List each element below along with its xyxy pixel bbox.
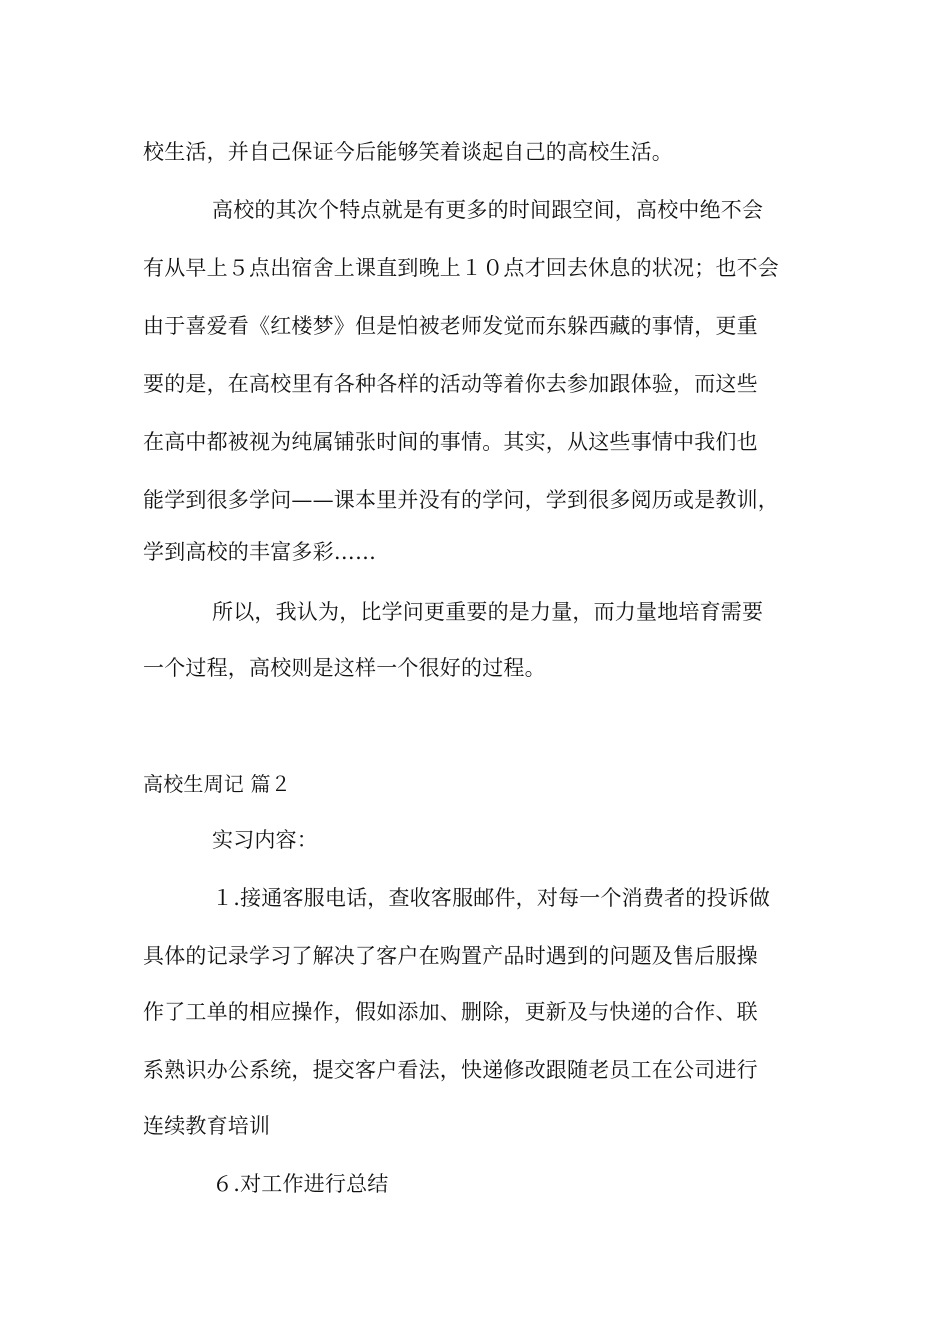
text-line: 学到高校的丰富多彩…… [143, 540, 377, 564]
text-line: 由于喜爱看《红楼梦》但是怕被老师发觉而东躲西藏的事情，更重 [143, 314, 758, 338]
text-line: 能学到很多学问——课本里并没有的学问，学到很多阅历或是教训， [143, 488, 779, 512]
text-line: 在高中都被视为纯属铺张时间的事情。其实，从这些事情中我们也 [143, 430, 758, 454]
text-line: 校生活，并自己保证今后能够笑着谈起自己的高校生活。 [143, 140, 673, 164]
text-line: 具体的记录学习了解决了客户在购置产品时遇到的问题及售后服操 [143, 944, 758, 968]
list-item-line: ６.对工作进行总结 [212, 1172, 389, 1196]
text-line: 有从早上５点出宿舍上课直到晚上１０点才回去休息的状况；也不会 [143, 256, 779, 280]
text-line: 系熟识办公系统，提交客户看法，快递修改跟随老员工在公司进行 [143, 1058, 758, 1082]
text-line: 作了工单的相应操作，假如添加、删除，更新及与快递的合作、联 [143, 1000, 758, 1024]
text-line: 高校的其次个特点就是有更多的时间跟空间，高校中绝不会 [212, 198, 764, 222]
text-line: 一个过程，高校则是这样一个很好的过程。 [143, 656, 546, 680]
text-line: 连续教育培训 [143, 1114, 271, 1138]
section-heading: 高校生周记 篇２ [143, 772, 291, 796]
list-item-line: １.接通客服电话，查收客服邮件，对每一个消费者的投诉做 [212, 886, 771, 910]
text-line: 实习内容： [212, 828, 318, 852]
text-line: 所以，我认为，比学问更重要的是力量，而力量地培育需要 [212, 600, 764, 624]
text-line: 要的是，在高校里有各种各样的活动等着你去参加跟体验，而这些 [143, 372, 758, 396]
